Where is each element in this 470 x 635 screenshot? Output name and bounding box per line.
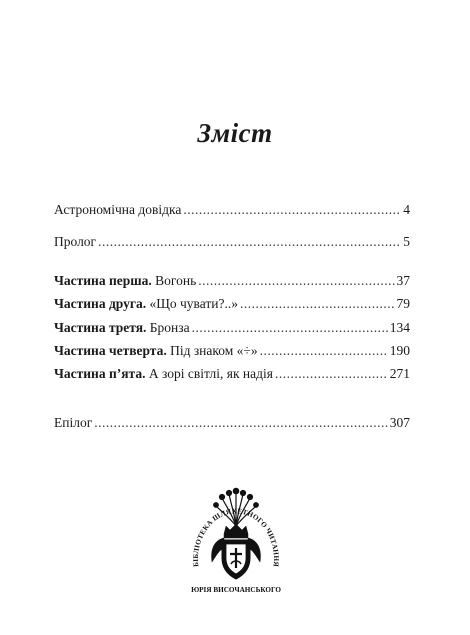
toc-entry-label: Пролог — [54, 234, 97, 249]
toc-entry-label: Вогонь — [151, 273, 197, 288]
toc-entry-part-3 — [54, 320, 410, 336]
toc-entry-part-4 — [54, 343, 410, 359]
toc-leader-dots — [198, 273, 394, 289]
toc-entry-epilogue — [54, 415, 410, 431]
toc-entry-bold: Частина перша. — [54, 273, 152, 288]
toc-leader-dots — [98, 234, 401, 250]
toc-entry-part-1 — [54, 273, 410, 289]
toc-entry-label: Астрономічна довідка — [54, 202, 182, 217]
toc-entry-astronomy — [54, 202, 410, 218]
toc-entry-bold: Частина третя. — [54, 320, 147, 335]
toc-leader-dots — [94, 415, 388, 431]
toc-entry-part-5 — [54, 366, 410, 382]
toc-page-number: 190 — [389, 343, 410, 358]
page-title: Зміст — [197, 118, 273, 148]
toc-entry-prologue — [54, 234, 410, 250]
toc-entry-part-2 — [54, 296, 410, 312]
toc-page-number: 37 — [396, 273, 410, 288]
toc-page-number: 307 — [389, 415, 410, 430]
publisher-emblem — [186, 478, 286, 598]
toc-leader-dots — [275, 366, 388, 382]
toc-leader-dots — [260, 343, 388, 359]
emblem-arc-text: БІБЛІОТЕКА ШЛЯХЕТНОГО ЧИТАННЯ — [191, 507, 281, 568]
toc-entry-label: Бронза — [146, 320, 190, 335]
toc-page-number: 5 — [403, 234, 410, 249]
toc-page-number: 79 — [396, 296, 410, 311]
toc-entry-label: Епілог — [54, 415, 93, 430]
toc-leader-dots — [183, 202, 401, 218]
toc-entry-bold: Частина п’ята. — [54, 366, 146, 381]
toc-entry-label: Під знаком «÷» — [166, 343, 258, 358]
toc-entry-label: «Що чувати?..» — [146, 296, 239, 311]
heraldic-crest-icon — [212, 488, 261, 579]
toc-leader-dots — [192, 320, 388, 336]
emblem-bottom-text: ЮРІЯ ВИСОЧАНСЬКОГО — [191, 586, 281, 594]
toc-leader-dots — [240, 296, 394, 312]
toc-page-number: 271 — [389, 366, 410, 381]
toc-entry-label: А зорі світлі, як надія — [145, 366, 273, 381]
toc-entry-bold: Частина четверта. — [54, 343, 167, 358]
toc-page-number: 4 — [403, 202, 410, 217]
toc-entry-bold: Частина друга. — [54, 296, 147, 311]
toc-page-number: 134 — [389, 320, 410, 335]
